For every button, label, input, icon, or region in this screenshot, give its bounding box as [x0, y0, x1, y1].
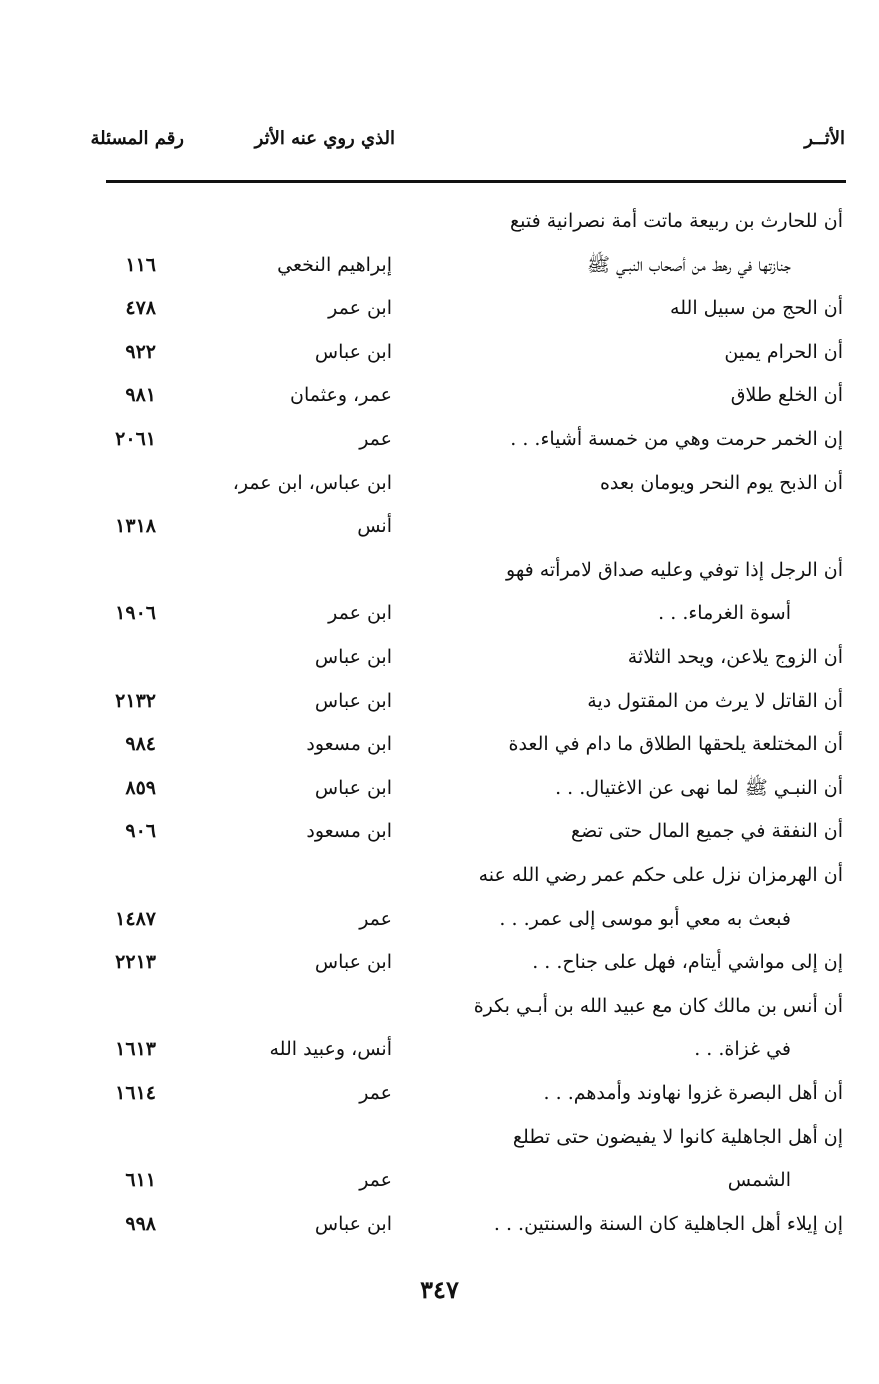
narrator-text: أنس، وعبيد الله	[269, 1038, 392, 1061]
athar-text: أن الزوج يلاعن، ويحد الثلاثة	[627, 646, 843, 668]
athar-text: أن النبـي ﷺ لما نهى عن الاغتيال. . .	[555, 776, 843, 799]
table-row	[0, 463, 879, 503]
athar-text: أن الهرمزان نزل على حكم عمر رضي الله عنه	[478, 864, 843, 886]
table-row	[0, 637, 879, 677]
athar-text: أن الخلع طلاق	[730, 384, 843, 407]
table-row	[0, 724, 879, 764]
narrator-text: ابن عباس	[314, 340, 392, 363]
issue-number: ٩٨٤	[125, 733, 156, 756]
narrator-text: ابن مسعود	[306, 820, 392, 843]
issue-number: ٢١٣٢	[115, 689, 156, 712]
table-row	[0, 375, 879, 415]
header-narrator: الذي روي عنه الأثر	[254, 128, 395, 149]
table-row	[0, 681, 879, 721]
table-row	[0, 593, 879, 633]
athar-text: إن إيلاء أهل الجاهلية كان السنة والسنتين. . .	[493, 1212, 843, 1235]
athar-text: أن القاتل لا يرث من المقتول دية	[587, 689, 843, 712]
athar-text: أن الحج من سبيل الله	[670, 297, 843, 320]
narrator-text: عمر	[359, 907, 392, 930]
issue-number: ٩٩٨	[125, 1212, 156, 1235]
issue-number: ١١٦	[125, 253, 156, 276]
narrator-text: ابن عباس	[314, 776, 392, 799]
athar-text: أن الرجل إذا توفي وعليه صداق لامرأته فهو	[506, 558, 843, 581]
athar-text: إن الخمر حرمت وهي من خمسة أشياء. . .	[510, 428, 843, 450]
athar-text: أن أهل البصرة غزوا نهاوند وأمدهم. . .	[543, 1082, 843, 1104]
narrator-text: عمر	[359, 1169, 392, 1192]
issue-number: ١٩٠٦	[115, 602, 156, 625]
athar-text: أن الذبح يوم النحر ويومان بعده	[599, 471, 843, 494]
athar-text: أن الحرام يمين	[724, 340, 843, 363]
table-row	[0, 506, 879, 546]
table-row	[0, 1160, 879, 1200]
table-row	[0, 811, 879, 851]
issue-number: ١٦١٤	[115, 1082, 156, 1104]
table-row	[0, 288, 879, 328]
header-athar: الأثــر	[804, 128, 845, 149]
table-row	[0, 332, 879, 372]
narrator-text: ابن مسعود	[306, 733, 392, 756]
issue-number: ٩٨١	[125, 384, 156, 407]
issue-number: ٩٠٦	[125, 820, 156, 843]
athar-text: أن المختلعة يلحقها الطلاق ما دام في العدة	[508, 733, 843, 756]
table-row	[0, 855, 879, 895]
narrator-text: إبراهيم النخعي	[277, 253, 392, 276]
athar-text: أسوة الغرماء. . .	[658, 602, 791, 625]
issue-number: ٢٠٦١	[115, 428, 156, 450]
table-row	[0, 986, 879, 1026]
athar-text: أن للحارث بن ربيعة ماتت أمة نصرانية فتبع	[510, 210, 843, 232]
table-row	[0, 1117, 879, 1157]
athar-text: أن النفقة في جميع المال حتى تضع	[570, 820, 843, 843]
issue-number: ٩٢٢	[125, 340, 156, 363]
table-row	[0, 1073, 879, 1113]
athar-text: إن أهل الجاهلية كانوا لا يفيضون حتى تطلع	[512, 1125, 843, 1148]
athar-text: فبعث به معي أبو موسى إلى عمر. . .	[499, 907, 791, 930]
issue-number: ١٣١٨	[115, 515, 156, 538]
narrator-text: ابن عباس، ابن عمر،	[232, 471, 392, 494]
athar-text: في غزاة. . .	[694, 1038, 791, 1061]
issue-number: ٨٥٩	[125, 776, 156, 799]
table-row	[0, 419, 879, 459]
header-rule	[106, 180, 846, 183]
table-row	[0, 899, 879, 939]
table-row	[0, 942, 879, 982]
narrator-text: ابن عباس	[314, 689, 392, 712]
issue-number: ٢٢١٣	[115, 951, 156, 974]
narrator-text: ابن عمر	[328, 602, 392, 625]
table-row	[0, 550, 879, 590]
table-row	[0, 245, 879, 285]
narrator-text: أنس	[357, 515, 392, 538]
narrator-text: عمر، وعثمان	[290, 384, 392, 407]
issue-number: ٤٧٨	[125, 297, 156, 320]
narrator-text: ابن عباس	[314, 951, 392, 974]
narrator-text: ابن عباس	[314, 1212, 392, 1235]
header-issue-number: رقم المسئلة	[90, 128, 184, 149]
narrator-text: ابن عمر	[328, 297, 392, 320]
narrator-text: عمر	[359, 1082, 392, 1104]
issue-number: ٦١١	[125, 1169, 156, 1192]
table-row	[0, 201, 879, 241]
table-row	[0, 1029, 879, 1069]
table-row	[0, 1204, 879, 1244]
athar-text: إن إلى مواشي أيتام، فهل على جناح. . .	[532, 951, 843, 974]
table-row	[0, 768, 879, 808]
athar-text: الشمس	[727, 1169, 791, 1192]
narrator-text: عمر	[359, 428, 392, 450]
athar-text: أن أنس بن مالك كان مع عبيد الله بن أبـي بكرة	[473, 994, 843, 1017]
narrator-text: ابن عباس	[314, 646, 392, 668]
athar-text: جنازتها في رهط من أصحاب النبـي ﷺ	[586, 253, 791, 276]
issue-number: ١٤٨٧	[115, 907, 156, 930]
page-number: ٣٤٧	[420, 1275, 459, 1304]
issue-number: ١٦١٣	[115, 1038, 156, 1061]
